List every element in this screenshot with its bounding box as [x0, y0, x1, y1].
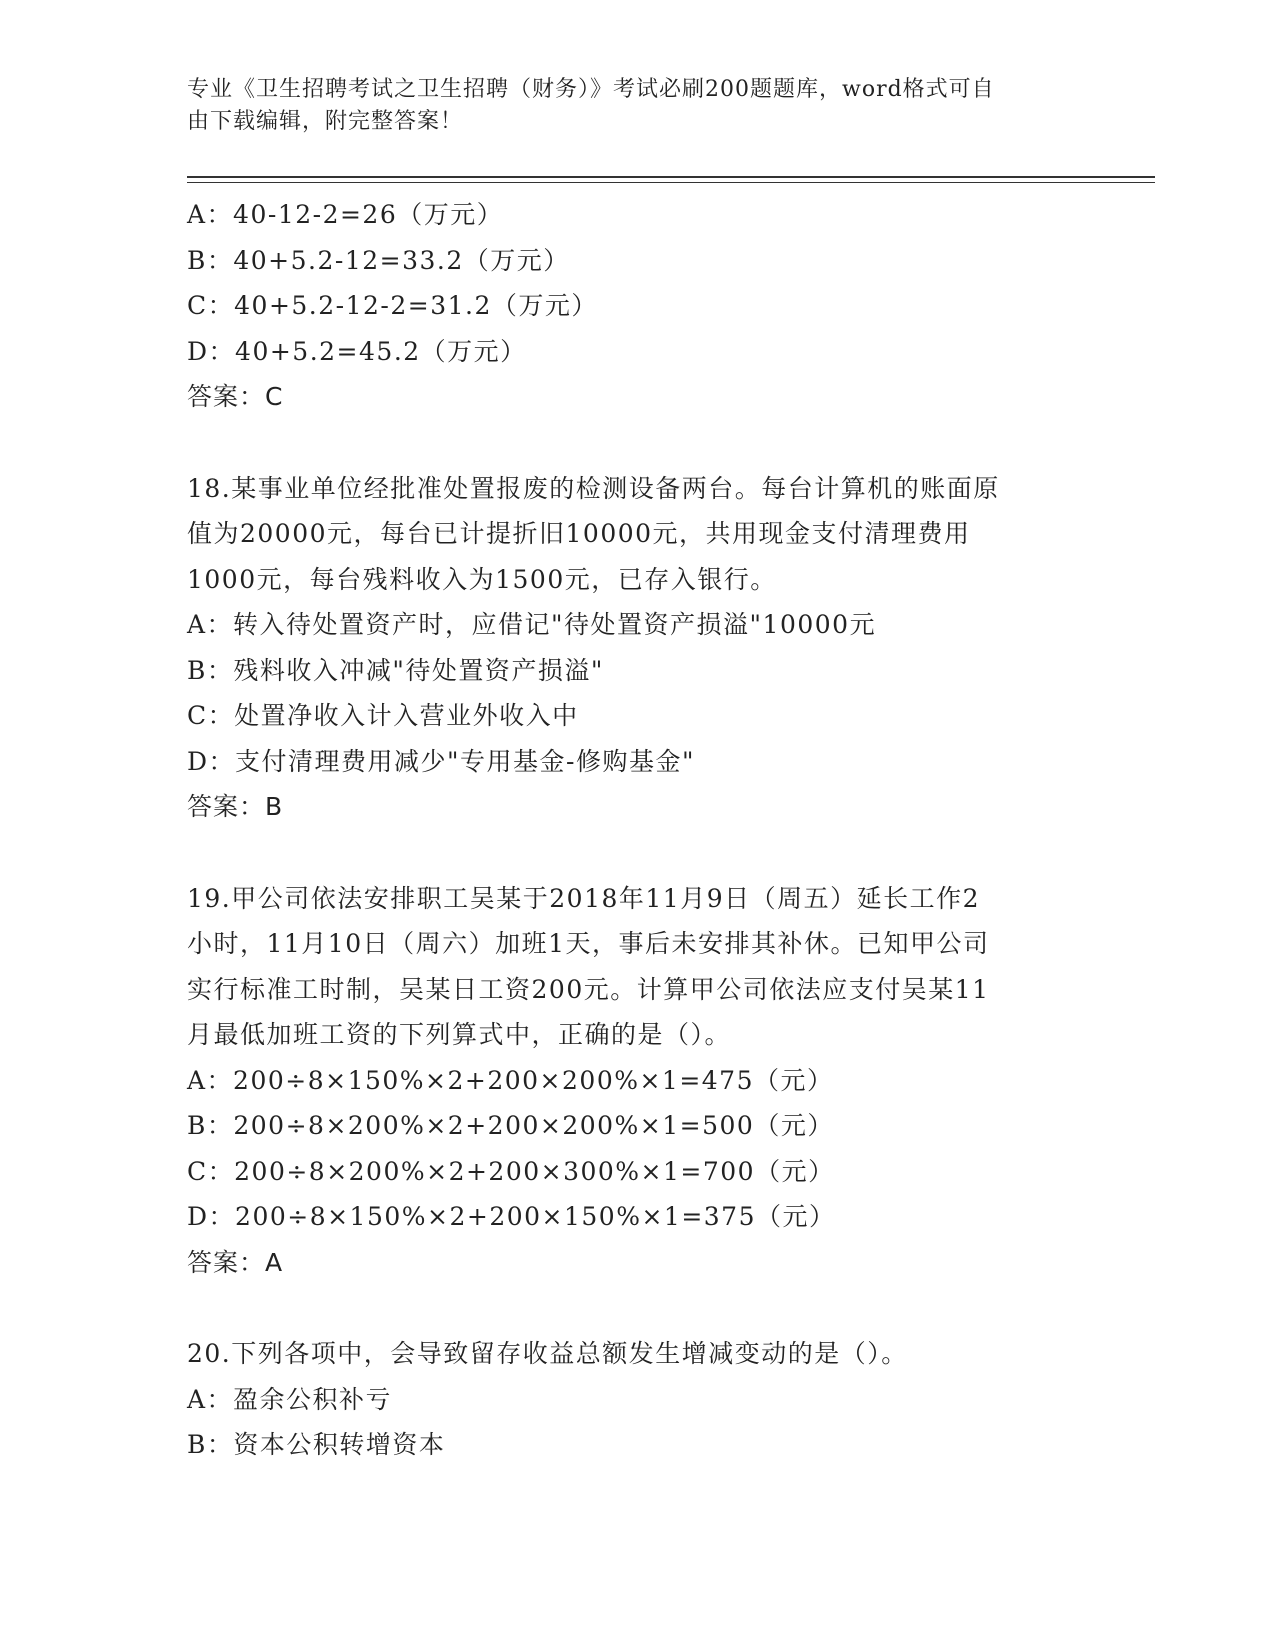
spacer	[187, 420, 1107, 466]
document-body	[187, 192, 1107, 1468]
q19-stem-line-2: 小时，11月10日（周六）加班1天，事后未安排其补休。已知甲公司	[187, 929, 990, 958]
q18-option-a: A：转入待处置资产时，应借记"待处置资产损溢"10000元	[187, 610, 877, 639]
q17-option-d: D：40+5.2=45.2（万元）	[187, 336, 527, 366]
q17-option-a: A：40-12-2=26（万元）	[187, 200, 504, 229]
spacer	[187, 1285, 1107, 1331]
q19-stem-line-3: 实行标准工时制，吴某日工资200元。计算甲公司依法应支付吴某11	[187, 974, 990, 1004]
question-19	[187, 876, 1107, 1286]
q19-option-d: D：200÷8×150%×2+200×150%×1=375（元）	[187, 1202, 836, 1231]
q17-option-b: B：40+5.2-12=33.2（万元）	[187, 245, 570, 275]
header-line-1: 专业《卫生招聘考试之卫生招聘（财务）》考试必刷200题题库，word格式可自	[187, 77, 995, 102]
q19-stem-line-4: 月最低加班工资的下列算式中，正确的是（）。	[187, 1020, 732, 1049]
question-20	[187, 1331, 1107, 1468]
q18-stem-line-1: 18.某事业单位经批准处置报废的检测设备两台。每台计算机的账面原	[187, 473, 1000, 503]
document-header	[187, 74, 1087, 138]
q18-stem-line-3: 1000元，每台残料收入为1500元，已存入银行。	[187, 564, 777, 594]
header-line-2: 由下载编辑，附完整答案！	[187, 109, 464, 134]
q20-option-a: A：盈余公积补亏	[187, 1384, 393, 1414]
question-17	[187, 192, 1107, 420]
q18-stem-line-2: 值为20000元，每台已计提折旧10000元，共用现金支付清理费用	[187, 519, 971, 548]
q19-option-c: C：200÷8×200%×2+200×300%×1=700（元）	[187, 1156, 835, 1186]
q19-stem-line-1: 19.甲公司依法安排职工吴某于2018年11月9日（周五）延长工作2	[187, 883, 981, 913]
spacer	[187, 830, 1107, 876]
header-divider-thin	[187, 182, 1155, 183]
q20-option-b: B：资本公积转增资本	[187, 1430, 446, 1459]
q18-option-b: B：残料收入冲减"待处置资产损溢"	[187, 655, 604, 685]
q19-answer: 答案：A	[187, 1247, 284, 1277]
header-divider-thick	[187, 176, 1155, 178]
q20-stem-line-1: 20.下列各项中，会导致留存收益总额发生增减变动的是（）。	[187, 1339, 908, 1368]
question-18	[187, 466, 1107, 830]
q18-option-d: D：支付清理费用减少"专用基金-修购基金"	[187, 746, 695, 776]
q19-option-a: A：200÷8×150%×2+200×200%×1=475（元）	[187, 1065, 834, 1095]
q17-option-c: C：40+5.2-12-2=31.2（万元）	[187, 291, 598, 320]
q18-answer: 答案：B	[187, 792, 284, 821]
q17-answer: 答案：C	[187, 382, 284, 411]
q19-option-b: B：200÷8×200%×2+200×200%×1=500（元）	[187, 1111, 834, 1140]
q18-option-c: C：处置净收入计入营业外收入中	[187, 701, 579, 730]
